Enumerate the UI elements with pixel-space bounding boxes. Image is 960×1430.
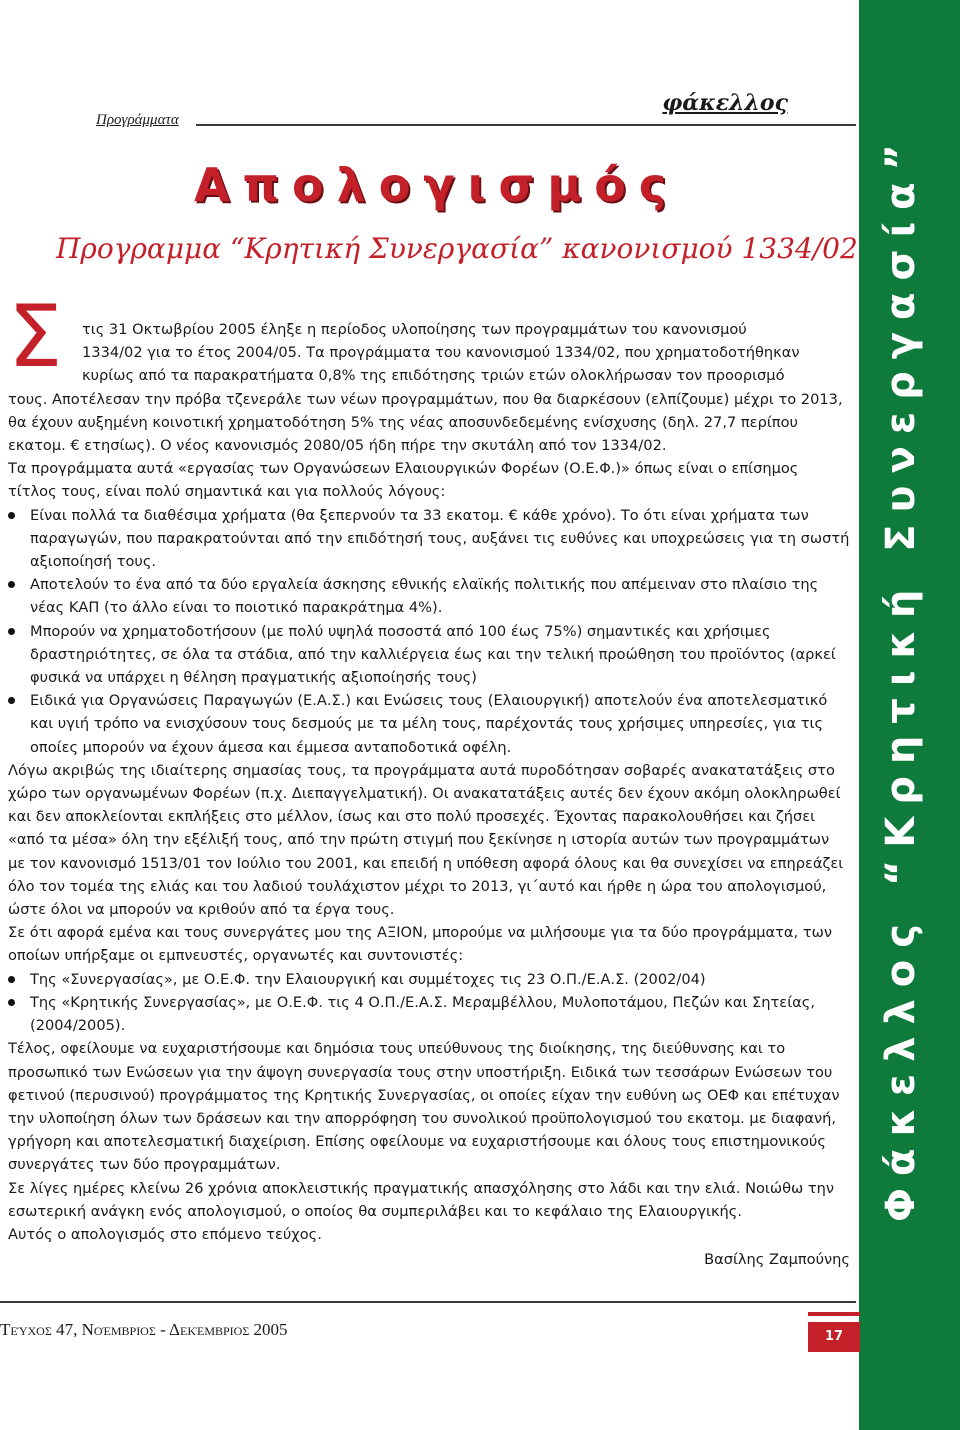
- paragraph-1c: κυρίως από τα παρακρατήματα 0,8% της επιδότησης τριών ετών ολοκλήρωσαν τον προορισμό: [82, 367, 785, 385]
- article-title: Απολογισμός: [194, 158, 680, 212]
- article-subtitle: Προγραμμα “Κρητική Συνεργασία” κανονισμού 1334/02: [56, 232, 858, 265]
- page-number-bar: [808, 1312, 860, 1316]
- author-signature: Βασίλης Ζαμπούνης: [704, 1251, 850, 1269]
- bullet-list-2: [8, 968, 850, 1038]
- list-item: Μπορούν να χρηματοδοτήσουν (με πολύ υψηλά ποσοστά από 100 έως 75%) σημαντικές και χρήσιμες δραστηριότητες, σε όλα τα στάδια, από την καλλιέργεια έως και την τελική προώθηση του προϊόντος (αρκεί φυσικά να υπάρχει η θέληση πραγματικής αξιοποίησής τους): [8, 620, 850, 690]
- list-item: Της «Συνεργασίας», με Ο.Ε.Φ. την Ελαιουργική και συμμέτοχες τις 23 Ο.Π./Ε.Α.Σ. (2002/04): [8, 968, 850, 991]
- side-vertical-title: Φάκελλος “Κρητική Συνεργασία”: [878, 132, 924, 1222]
- article-body: [8, 318, 850, 1271]
- list-item: Ειδικά για Οργανώσεις Παραγωγών (Ε.Α.Σ.) και Ενώσεις τους (Ελαιουργική) αποτελούν ένα αποτελεσματικό και υγιή τρόπο να ενισχύσουν τους δεσμούς με τα μέλη τους, παρέχοντάς τους χρήσιμες υπηρεσίες, για τις οποίες μπορούν να έχουν άμεσα και έμμεσα ανταποδοτικά οφέλη.: [8, 689, 850, 759]
- paragraph-2: Τα προγράμματα αυτά «εργασίας των Οργανώσεων Ελαιουργικών Φορέων (Ο.Ε.Φ.)» όπως είναι ο επίσημος τίτλος τους, είναι πολύ σημαντικά και για πολλούς λόγους:: [8, 460, 799, 501]
- paragraph-6: Σε λίγες ημέρες κλείνω 26 χρόνια αποκλειστικής πραγματικής απασχόλησης στο λάδι και την ελιά. Νοιώθω την εσωτερική ανάγκη ενός απολογισμού, ο οποίος θα συμπεριλάβει και το κεφάλαιο της Ελαιουργικής.: [8, 1179, 835, 1220]
- drop-cap: Σ: [8, 287, 63, 387]
- paragraph-3: Λόγω ακριβώς της ιδιαίτερης σημασίας τους, τα προγράμματα αυτά πυροδότησαν σοβαρές ανακατατάξεις στο χώρο των οργανωμένων Φορέων (π.χ. Διεπαγγελματική). Οι ανακατατάξεις αυτές δεν έχουν ακόμη ολοκληρωθεί και δεν αποκλείονται εκπλήξεις στο μέλλον, ίσως και στο πολύ προσεχές. Έχοντας παρακολουθήσει και ζήσει «από τα μέσα» όλη την εξέλιξή τους, από την πρώτη στιγμή που ξεκίνησε η ιστορία αυτών των προγραμμάτων με τον κανονισμό 1513/01 τον Ιούλιο του 2001, και επειδή η υπόθεση αφορά όλους και θα συνεχίσει να επηρεάζει όλο τον τομέα της ελιάς και του λαδιού τουλάχιστον μέχρι το 2013, γι΄αυτό και ήρθε η ώρα του απολογισμού, ώστε όλοι να μπορούν να κριθούν από τα έργα τους.: [8, 761, 844, 919]
- section-label: Προγράμματα: [96, 112, 179, 128]
- issue-info: Τεύχος 47, Νοέμβριος - Δεκέμβριος 2005: [0, 1320, 288, 1339]
- footer-rule: [0, 1301, 856, 1303]
- list-item: Είναι πολλά τα διαθέσιμα χρήματα (θα ξεπερνούν τα 33 εκατομ. € κάθε χρόνο). Το ότι είναι χρήματα των παραγωγών, που παρακρατούνται από την επιδότησή τους, αυξάνει τις ευθύνες και υποχρεώσεις για τη σωστή αξιοποίησή τους.: [8, 504, 850, 574]
- bullet-list-1: [8, 504, 850, 759]
- page-number: 17: [808, 1322, 860, 1352]
- folder-label: φάκελλος: [662, 90, 788, 116]
- paragraph-7: Αυτός ο απολογισμός στο επόμενο τεύχος.: [8, 1225, 322, 1243]
- paragraph-5: Τέλος, οφείλουμε να ευχαριστήσουμε και δημόσια τους υπεύθυνους της διοίκησης, της διεύθυνσης και το προσωπικό των Ενώσεων για την άψογη συνεργασία τους στην υποστήριξη. Ειδικά των τεσσάρων Ενώσεων του φετινού (περυσινού) προγράμματος της Κρητικής Συνεργασίας, οι οποίες είχαν την ευθύνη ως ΟΕΦ και επέτυχαν την υλοποίηση όλων των δράσεων και την απορρόφηση του συνολικού προϋπολογισμού του εκατομ. με διαφανή, γρήγορη και αποτελεσματική διαχείριση. Επίσης οφείλουμε να ευχαριστήσουμε και όλους τους επιστημονικούς συνεργάτες των δύο προγραμμάτων.: [8, 1040, 840, 1174]
- list-item: Της «Κρητικής Συνεργασίας», με Ο.Ε.Φ. τις 4 Ο.Π./Ε.Α.Σ. Μεραμβέλλου, Μυλοποτάμου, Πεζών και Σητείας, (2004/2005).: [8, 991, 850, 1037]
- paragraph-1d: τους. Αποτέλεσαν την πρόβα τζενεράλε των νέων προγραμμάτων, που θα διαρκέσουν (ελπίζουμε) μέχρι το 2013, θα έχουν αυξημένη κοινοτική χρηματοδότηση 5% της νέας αποσυνδεδεμένης ενίσχυσης (δηλ. 27,7 περίπου εκατομ. € ετησίως). Ο νέος κανονισμός 2080/05 ήδη πήρε την σκυτάλη από τον 1334/02.: [8, 390, 843, 455]
- paragraph-4: Σε ότι αφορά εμένα και τους συνεργάτες μου της ΑΞΙΟΝ, μπορούμε να μιλήσουμε για τα δύο προγράμματα, των οποίων υπήρξαμε οι εμπνευστές, οργανωτές και συντονιστές:: [8, 924, 832, 965]
- header-rule: [196, 124, 856, 126]
- paragraph-1a: τις 31 Οκτωβρίου 2005 έληξε η περίοδος υλοποίησης των προγραμμάτων του κανονισμού: [82, 321, 747, 338]
- list-item: Αποτελούν το ένα από τα δύο εργαλεία άσκησης εθνικής ελαϊκής πολιτικής που απέμειναν στο πλαίσιο της νέας ΚΑΠ (το άλλο είναι το ποιοτικό παρακράτημα 4%).: [8, 573, 850, 619]
- paragraph-1b: 1334/02 για το έτος 2004/05. Τα προγράμματα του κανονισμού 1334/02, που χρηματοδοτήθηκαν: [82, 344, 800, 362]
